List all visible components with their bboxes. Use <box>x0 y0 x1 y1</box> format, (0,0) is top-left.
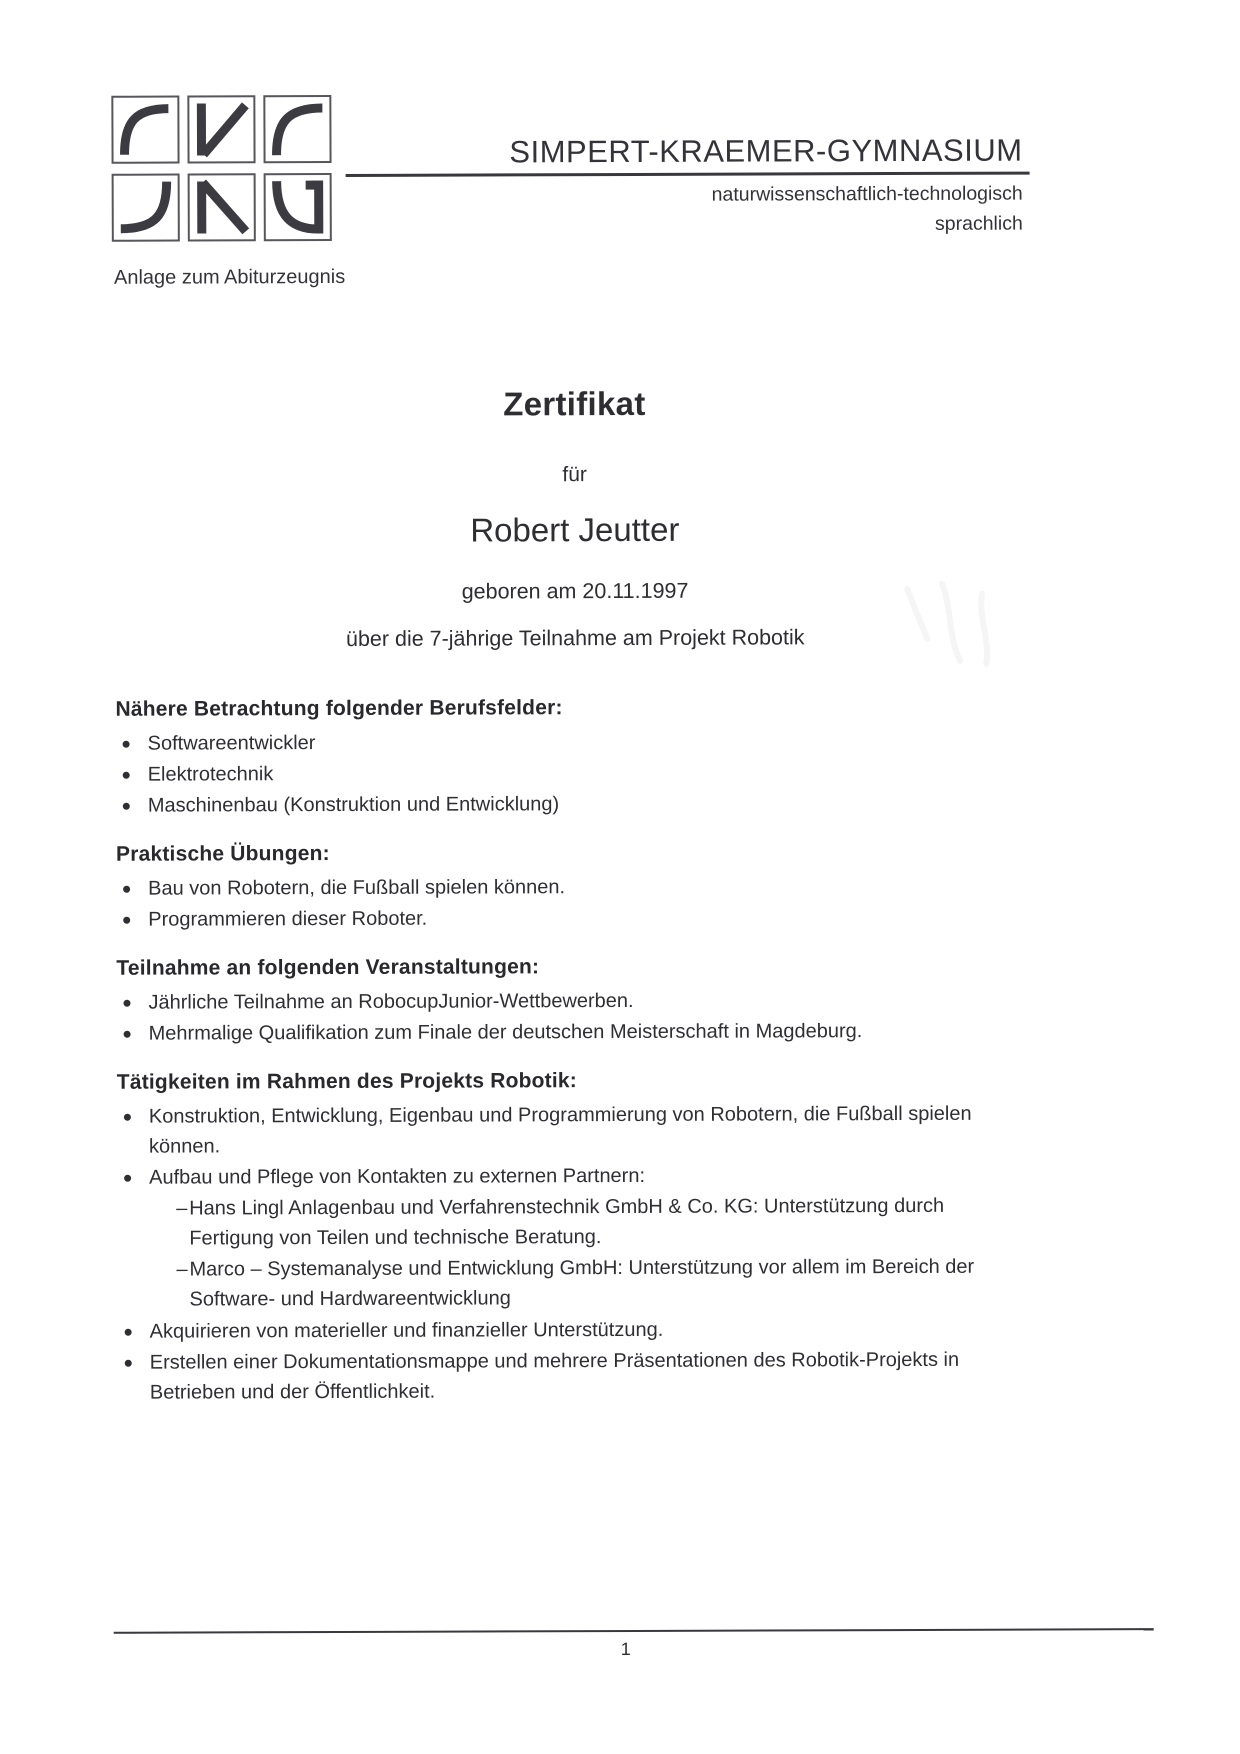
dash-subitem <box>149 1252 1039 1315</box>
section-heading: Praktische Übungen: <box>115 842 330 866</box>
bullet-dot-icon <box>124 1113 131 1120</box>
skg-tiles-logo-svg <box>110 94 333 243</box>
document-section <box>115 695 1037 821</box>
section-heading: Tätigkeiten im Rahmen des Projekts Robotik: <box>116 1069 578 1094</box>
bullet-body <box>149 1160 1040 1316</box>
school-name: SIMPERT-KRAEMER-GYMNASIUM <box>509 132 1023 170</box>
bullet-marker <box>117 1019 149 1049</box>
bullet-text: Jährliche Teilnahme an RobocupJunior-Wettbewerben. <box>148 989 634 1014</box>
bullet-body <box>148 726 1038 759</box>
bullet-body <box>150 1345 1040 1408</box>
dash-sublist <box>149 1191 1039 1315</box>
bullet-marker <box>116 760 148 790</box>
bullet-marker <box>118 1317 150 1347</box>
bullet-item <box>118 1314 1040 1347</box>
bullet-item <box>116 985 1038 1018</box>
bullet-text: Mehrmalige Qualifikation zum Finale der deutschen Meisterschaft in Magdeburg. <box>148 1020 863 1045</box>
preposition-text: für <box>562 463 587 487</box>
dash-subitem <box>149 1191 1039 1254</box>
branch-line-1: naturwissenschaftlich-technologisch <box>711 182 1023 206</box>
page-number: 1 <box>620 1638 631 1660</box>
bullet-dot-icon <box>123 771 130 778</box>
section-heading: Nähere Betrachtung folgender Berufsfelder: <box>115 696 563 721</box>
bullet-marker <box>118 1348 150 1378</box>
bullet-body <box>149 1099 1039 1162</box>
bullet-body <box>148 757 1038 790</box>
attachment-label: Anlage zum Abiturzeugnis <box>113 265 346 289</box>
bullet-marker <box>116 905 148 935</box>
dash-marker-icon: – <box>176 1258 188 1281</box>
bullet-body <box>148 902 1038 935</box>
bullet-text: Bau von Robotern, die Fußball spielen können. <box>148 876 566 900</box>
bullet-marker <box>116 791 148 821</box>
bullet-text: Konstruktion, Entwicklung, Eigenbau und Programmierung von Robotern, die Fußball spielen können. <box>148 1102 972 1158</box>
bullet-marker <box>117 1102 149 1132</box>
bullet-list <box>116 985 1038 1049</box>
bullet-dot-icon <box>123 802 130 809</box>
bullet-text: Erstellen einer Dokumentationsmappe und mehrere Präsentationen des Robotik-Projekts in Betrieben und der Öffentlichkeit. <box>149 1348 960 1404</box>
birth-date-line: geboren am 20.11.1997 <box>461 578 689 604</box>
document-section <box>117 1068 1040 1408</box>
bullet-item <box>117 1099 1039 1162</box>
bullet-marker <box>116 729 148 759</box>
subitem-text: Marco – Systemanalyse und Entwicklung GmbH: Unterstützung vor allem im Bereich der Software- und Hardwareentwicklung <box>189 1255 975 1311</box>
bullet-item <box>116 871 1038 904</box>
bullet-marker <box>116 874 148 904</box>
dash-marker-icon: – <box>176 1197 188 1220</box>
bullet-list <box>117 1099 1040 1408</box>
document-section <box>116 840 1038 935</box>
bullet-dot-icon <box>124 1030 131 1037</box>
bullet-item <box>116 902 1038 935</box>
sections-container <box>115 687 1040 1420</box>
subject-line: über die 7-jährige Teilnahme am Projekt Robotik <box>345 625 805 651</box>
bullet-dot-icon <box>125 1328 132 1335</box>
header-rule <box>346 172 1030 177</box>
bullet-body <box>148 871 1038 904</box>
bullet-dot-icon <box>123 916 130 923</box>
bullet-text: Programmieren dieser Roboter. <box>148 907 428 931</box>
bullet-body <box>148 788 1038 821</box>
bullet-dot-icon <box>123 740 130 747</box>
bullet-dot-icon <box>125 1359 132 1366</box>
bullet-marker <box>116 988 148 1018</box>
document-title: Zertifikat <box>503 384 646 423</box>
recipient-name: Robert Jeutter <box>470 510 680 549</box>
document-section <box>116 954 1038 1049</box>
bullet-body <box>150 1314 1040 1347</box>
bullet-item <box>116 757 1038 790</box>
bullet-item <box>116 726 1038 759</box>
bullet-text: Maschinenbau (Konstruktion und Entwicklung) <box>147 793 560 817</box>
bullet-item <box>117 1160 1040 1316</box>
bullet-text: Softwareentwickler <box>147 732 316 755</box>
subitem-text: Hans Lingl Anlagenbau und Verfahrenstechnik GmbH & Co. KG: Unterstützung durch Fertigung von Teilen und technische Beratung. <box>189 1194 945 1250</box>
bullet-text: Aufbau und Pflege von Kontakten zu externen Partnern: <box>149 1164 646 1189</box>
bullet-dot-icon <box>123 999 130 1006</box>
section-heading: Teilnahme an folgenden Veranstaltungen: <box>116 955 540 980</box>
title-block <box>114 384 1035 653</box>
bullet-dot-icon <box>124 1174 131 1181</box>
bullet-text: Akquirieren von materieller und finanzieller Unterstützung. <box>149 1318 664 1343</box>
bullet-dot-icon <box>123 885 130 892</box>
bullet-item <box>116 788 1038 821</box>
bullet-item <box>117 1016 1039 1049</box>
bullet-text: Elektrotechnik <box>147 763 274 786</box>
footer-rule <box>114 1628 1154 1634</box>
branch-line-2: sprachlich <box>934 212 1023 235</box>
bullet-marker <box>117 1163 149 1193</box>
bullet-body <box>149 1016 1039 1049</box>
bullet-item <box>118 1345 1040 1408</box>
bullet-body <box>148 985 1038 1018</box>
skg-tiles-logo-icon <box>110 94 333 243</box>
bullet-list <box>116 871 1038 935</box>
bullet-list <box>116 726 1038 821</box>
